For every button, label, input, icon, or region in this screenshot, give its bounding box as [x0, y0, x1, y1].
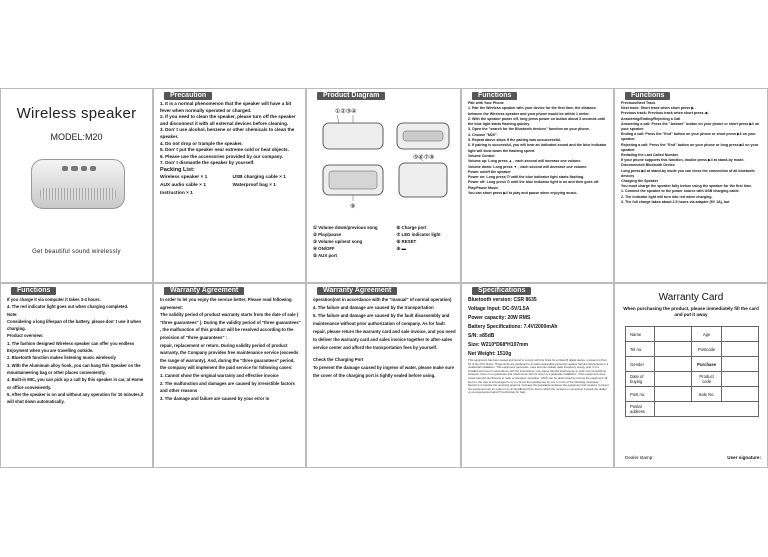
functions-heading: Functions — [625, 92, 670, 100]
spec-item: Power capacity: 20W RMS — [468, 315, 531, 321]
packing-item: Waterproof bag × 1 — [232, 182, 276, 188]
functions-heading: Functions — [472, 92, 517, 100]
cover-model: MODEL:M20 — [50, 132, 103, 142]
form-field[interactable] — [655, 342, 692, 357]
table-row — [626, 342, 759, 357]
functions-line: Volume Control — [468, 153, 495, 158]
form-label: Purchase — [692, 357, 721, 372]
functions-line: Play/Pause Music — [468, 185, 499, 190]
warranty-line: operation(not in accordance with the "manual" of normal operation) — [313, 297, 452, 302]
legend-item: ④ ON/OFF — [313, 246, 335, 251]
form-field[interactable] — [655, 387, 692, 402]
spec-item: Net Weight: 1510g — [468, 351, 512, 357]
functions-body-3 — [7, 296, 148, 405]
precaution-item: 1. It is a normal phenomenon that the speaker will have a bit fever when normally operated or charged. — [160, 101, 292, 113]
warranty-card-footer — [625, 455, 761, 460]
warranty-line: 5. The failure and damage are caused by the fault disassembly and maintenance without prior authorization of company. As for fault repair, please return the warranty card and sale invoice, and you need to deliver the warranty card and sales invoice together to after-sales service center and afford the transportation fees by yourself. — [313, 313, 456, 350]
functions-line: 2. With the speaker power off, long press power on button about 3 seconds until the blue light starts flashing quickly. — [468, 116, 606, 127]
functions-line: Power off: Long press ⏻ until the blue indicator light is on and then goes off. — [468, 180, 600, 185]
functions-line: 3. The full charge takes about 2.5 hours via adapter (5V 1A), but — [621, 199, 730, 204]
warranty-line: In order to let you enjoy the service better, Please read following agreement: — [160, 297, 292, 310]
specs-heading: Specifications — [472, 287, 531, 295]
functions-panel-3 — [0, 283, 153, 468]
cover-title: Wireless speaker — [16, 105, 137, 122]
functions-line: Disconnected Bluetooth Device — [621, 163, 675, 168]
functions-line: 1. Connect the speaker to the power source with USB charging cable. — [621, 189, 740, 194]
precaution-body — [160, 101, 301, 198]
user-signature-label: User signature: — [727, 455, 761, 460]
functions-line: Ending a call: Press the "End" button on your phone or short press ▶‖ on your speaker. — [621, 132, 756, 142]
legend-item: ⑨ ▬ — [396, 246, 406, 251]
functions-line: Rejecting a call: Press the "End" button on your phone or long press ▶‖ on your speaker. — [621, 142, 759, 152]
functions-line: If you charge it via computer it takes 3-4 hours. — [7, 297, 101, 302]
warranty-agreement-panel-2 — [306, 283, 461, 468]
form-label: Postal address — [626, 402, 655, 417]
warranty-line: To prevent the damage caused by ingress of water, please make sure the cover of the charging port is tightly sealed before using. — [313, 365, 455, 378]
form-label: Product code — [692, 372, 721, 387]
form-label: Tel no. — [626, 342, 655, 357]
functions-line: Previous/Next Track — [621, 101, 656, 105]
functions-line: Power on/off the speaker — [468, 169, 511, 174]
table-row — [626, 327, 759, 342]
form-field[interactable] — [721, 372, 758, 387]
functions-line: Answering/Ending/Rejecting a Call — [621, 116, 681, 121]
cover-tagline: Get beautiful sound wirelessly — [32, 249, 121, 255]
form-field[interactable] — [655, 402, 759, 417]
warranty-body-2 — [313, 296, 456, 380]
functions-line: 6. If pairing is successful, you will hear an indicated sound and the blue indicator light will slow down the flashing speed. — [468, 143, 607, 153]
precaution-item: 2. If you need to clean the speaker, please turn off the speaker and disconnect it with all external devices before cleaning. — [160, 114, 296, 126]
product-diagram — [313, 101, 456, 216]
table-row — [626, 387, 759, 402]
legend-item: ⑧ RESET — [396, 239, 417, 244]
legend-item: ① Volume down/previous song — [313, 225, 378, 230]
precaution-item: 7. Don' t dismantle the speaker by yourself. — [160, 160, 255, 166]
functions-body-2 — [621, 101, 763, 205]
warranty-heading: Warranty Agreement — [164, 287, 244, 295]
functions-line: 3. Open the "search for the Bluetooth devices" function on your phone. — [468, 127, 590, 132]
legend-item: ⑥ Charge port — [396, 225, 427, 230]
packing-list — [160, 174, 301, 198]
packing-item: Wireless speaker × 1 — [160, 174, 208, 180]
functions-line: You can short press ▶‖ to play and pause when enjoying music. — [468, 191, 578, 196]
precaution-item: 6. Please use the accessories provided by our company. — [160, 153, 283, 159]
functions-line: Note: — [7, 311, 18, 317]
warranty-line: repair, replacement or return. During validity period of product warranty, the Company provides free maintenance service (exceeds the range of warranty). And, during the "three guarantees" period, the company will implement the paid service for following cases: — [160, 342, 299, 371]
functions-line: Charging the Speaker — [621, 179, 659, 184]
warranty-card-form — [625, 326, 759, 417]
functions-line: Redialing the Last Called Number — [621, 153, 679, 158]
functions-line: 4. The red indicator light goes out when charging completed. — [7, 304, 129, 310]
form-label: Gender — [626, 357, 655, 372]
form-label: Name — [626, 327, 655, 342]
form-label: Sale No. — [692, 387, 721, 402]
packing-item: AUX audio cable × 1 — [160, 182, 206, 188]
functions-line: You must charge the speaker fully before using the speaker for the first time. — [621, 184, 753, 189]
precaution-panel — [153, 88, 306, 283]
spec-item: Voltage Input: DC-5V/1.5A — [468, 306, 530, 312]
functions-line: Next track: Short track when short press ▶ . — [621, 106, 697, 111]
warranty-heading: Warranty Agreement — [317, 287, 397, 295]
diagram-panel — [306, 88, 461, 283]
warranty-card-panel — [614, 283, 768, 468]
functions-line: Volume up: Long press ▲ , each second will increase one volume. — [468, 159, 582, 164]
functions-line: 4. Choose "M20". — [468, 132, 498, 137]
warranty-line: 1. Cannot show the original warranty and effective invoice — [160, 372, 279, 378]
diagram-callout-top: ①②③④ — [335, 109, 357, 115]
warranty-agreement-panel-1 — [153, 283, 306, 468]
packing-item — [233, 190, 302, 198]
cover-panel — [0, 88, 153, 283]
table-row — [626, 402, 759, 417]
precaution-item: 3. Don' t use alcohol, benzene or other chemicals to clean the speaker. — [160, 127, 295, 139]
warranty-line: 2. The malfunction and damages are caused by irresistible factors and other reasons — [160, 380, 295, 394]
form-label: Date of buying — [626, 372, 655, 387]
functions-line: 5. After the speaker is on and without any operation for 10 minutes,it will shut down automatically. — [7, 391, 144, 405]
speaker-illustration — [31, 159, 125, 209]
functions-line: Long press ▶‖ at stand-by mode you can close the connection of all bluetooth devices — [621, 168, 755, 178]
spec-item: Bluetooth version: CSR 8635 — [468, 297, 537, 303]
functions-line: Volume down: Long press ▼ , each second will decrease one volume. — [468, 164, 588, 169]
legend-item — [396, 252, 456, 259]
precaution-item: 5. Don' t put the speaker near extreme cold or heat objects. — [160, 147, 289, 153]
form-field[interactable] — [721, 327, 758, 342]
warranty-card-subtitle: When purchasing the product, please immediately fill the card and put it away — [623, 306, 759, 317]
functions-line: 5. Repeat above steps if the pairing was unsuccessful. — [468, 138, 562, 143]
precaution-heading: Precaution — [164, 92, 212, 100]
form-field[interactable] — [721, 387, 758, 402]
functions-line: Considering a long lifespan of the battery, please don' t use it when charging. — [7, 318, 142, 332]
specifications-panel — [461, 283, 614, 468]
form-field[interactable] — [721, 342, 758, 357]
warranty-line: 4. The failure and damage are caused by the transportation — [313, 305, 434, 310]
form-field[interactable] — [721, 357, 758, 372]
form-field[interactable] — [655, 372, 692, 387]
diagram-legend — [313, 224, 456, 259]
form-label: Post no. — [626, 387, 655, 402]
table-row — [626, 372, 759, 387]
functions-line: If your phone supports this function, double press ▶‖ at stand-by mode. — [621, 158, 745, 163]
diagram-callout-side: ⑤⑥⑦⑧ — [413, 155, 435, 161]
functions-panel-2 — [614, 88, 768, 283]
warranty-line: 3. The damage and failure are caused by your error in — [160, 395, 270, 401]
precaution-item: 4. Do not drop or trample the speaker. — [160, 140, 243, 146]
warranty-card-title: Warranty Card — [658, 292, 724, 303]
legend-item: ⑤ AUX port — [313, 253, 338, 258]
functions-line: Pair with Your Phone — [468, 101, 504, 105]
legend-item: ③ Volume up/next song — [313, 239, 363, 244]
functions-line: 1. The fashion designed Wireless speaker can offer you endless Enjoyment when you are travelling outside. — [7, 340, 135, 354]
dealer-stamp-label: Dealer stamp: — [625, 455, 654, 460]
functions-line: 3. With the Aluminum alloy hook, you can hang this Speaker on the mountaineering bag or other places conveniently. — [7, 362, 141, 375]
form-label: Postcode — [692, 342, 721, 357]
legend-item: ② Play/pause — [313, 232, 342, 237]
diagram-heading: Product Diagram — [317, 92, 385, 100]
functions-line: 4. Built-in MIC, you can pick up a call by this speaker in car, at Home or office conveniently. — [7, 377, 144, 390]
form-field[interactable] — [655, 357, 692, 372]
packing-item: Instruction × 1 — [160, 190, 193, 196]
functions-panel-1 — [461, 88, 614, 283]
packing-title: Packing List: — [160, 166, 195, 173]
functions-line: 1. Pair the Wireless speaker with your device for the first time, the distance between the Wireless speaker and your phone would be within 1 meter. — [468, 106, 596, 116]
functions-line: 2. The indicator light will turn into red when charging. — [621, 194, 713, 199]
packing-item: USB charging cable × 1 — [232, 174, 286, 180]
form-field[interactable] — [655, 327, 692, 342]
functions-body-1 — [468, 101, 609, 196]
functions-line: Power on: Long press ⏻ until the blue indicator light starts flashing. — [468, 175, 585, 180]
fcc-fine-print: This equipment has been tested and found to comply with the limits for a Class B digital device, pursuant to Part 15 of the FCC Rules. These limits are designed to provide reasonable protection against harmful interference in a residential installation. This equipment generates, uses and can radiate radio frequency energy and, if not installed and used in accordance with the instructions, may cause harmful interference to radio communications. However, there is no guarantee that interference will not occur in a particular installation. If this equipment does cause harmful interference to radio or television reception, which can be determined by turning the equipment off and on, the user is encouraged to try to correct the interference by one or more of the following measures: Reorient or relocate the receiving antenna. Increase the separation between the equipment and receiver. Connect the equipment into an outlet on a circuit different from that to which the receiver is connected. Consult the dealer or an experienced radio/TV technician for help. — [468, 358, 609, 395]
warranty-line: The validity period of product warranty starts from the date of sale ( "three guarantees" ). During the validity period of "three guarantees" , the malfunction of this product will be resolved according to the provision of "three guarantees" : — [160, 312, 301, 340]
spec-item: Battery Specifications: 7.4V/2000mAh — [468, 324, 558, 330]
diagram-callout-bottom: ⑨ — [350, 204, 356, 210]
functions-line: Previous track: Previous track when short press ◀ . — [621, 111, 710, 116]
table-row — [626, 357, 759, 372]
legend-item: ⑦ LED indicator light — [396, 232, 441, 237]
functions-line: Answering a call: Press the "Answer" button on your phone or short press ▶‖ on your speaker. — [621, 121, 760, 132]
functions-line: Product overview: — [7, 333, 44, 339]
functions-heading: Functions — [11, 287, 56, 295]
warranty-line: Check the Charging Port — [313, 357, 364, 362]
functions-line: 2. Bluetooth function makes listening music wirelessly — [7, 355, 116, 361]
form-label: Age — [692, 327, 721, 342]
spec-item: S/N: ≥85dB — [468, 333, 495, 339]
spec-item: Size: W210*D68*H107mm — [468, 342, 529, 348]
specs-body — [468, 296, 609, 395]
warranty-body-1 — [160, 296, 301, 402]
